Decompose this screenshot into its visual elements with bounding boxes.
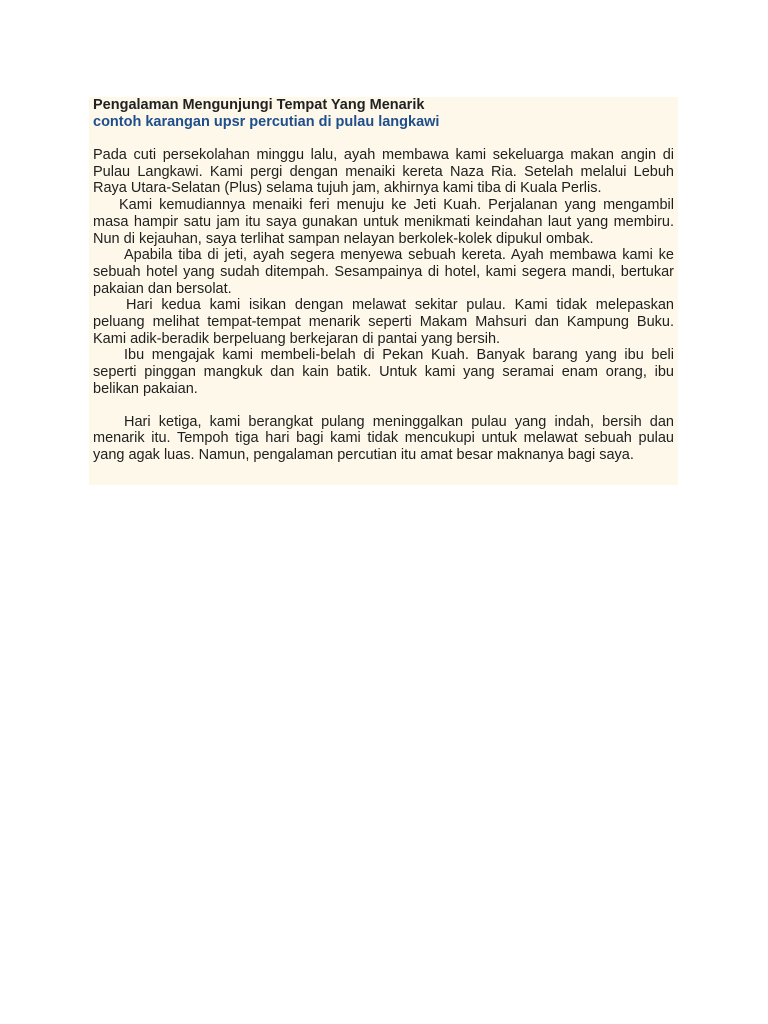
document-title: Pengalaman Mengunjungi Tempat Yang Menarik — [93, 97, 425, 113]
paragraph-5: Ibu mengajak kami membeli-belah di Pekan Kuah. Banyak barang yang ibu beli seperti pinggan mangkuk dan kain batik. Untuk kami yang seramai enam orang, ibu belikan pakaian. — [93, 347, 674, 397]
paragraph-3: Apabila tiba di jeti, ayah segera menyewa sebuah kereta. Ayah membawa kami ke sebuah hotel yang sudah ditempah. Sesampainya di hotel, kami segera mandi, bertukar pakaian dan bersolat. — [93, 247, 674, 297]
paragraph-2: Kami kemudiannya menaiki feri menuju ke Jeti Kuah. Perjalanan yang mengambil masa hampir satu jam itu saya gunakan untuk menikmati keindahan laut yang membiru. Nun di kejauhan, saya terlihat sampan nelayan berkolek-kolek dipukul ombak. — [93, 197, 674, 247]
document-subtitle: contoh karangan upsr percutian di pulau langkawi — [93, 114, 440, 130]
paragraph-1: Pada cuti persekolahan minggu lalu, ayah membawa kami sekeluarga makan angin di Pulau Langkawi. Kami pergi dengan menaiki kereta Naza Ria. Setelah melalui Lebuh Raya Utara-Selatan (Plus) selama tujuh jam, akhirnya kami tiba di Kuala Perlis. — [93, 147, 674, 197]
paragraph-4: Hari kedua kami isikan dengan melawat sekitar pulau. Kami tidak melepaskan peluang melihat tempat-tempat menarik seperti Makam Mahsuri dan Kampung Buku. Kami adik-beradik berpeluang berkejaran di pantai yang bersih. — [93, 297, 674, 347]
document-block — [89, 97, 678, 485]
document-content — [93, 97, 674, 464]
paragraph-6: Hari ketiga, kami berangkat pulang meninggalkan pulau yang indah, bersih dan menarik itu. Tempoh tiga hari bagi kami tidak mencukupi untuk melawat sebuah pulau yang agak luas. Namun, pengalaman percutian itu amat besar maknanya bagi saya. — [93, 413, 674, 463]
